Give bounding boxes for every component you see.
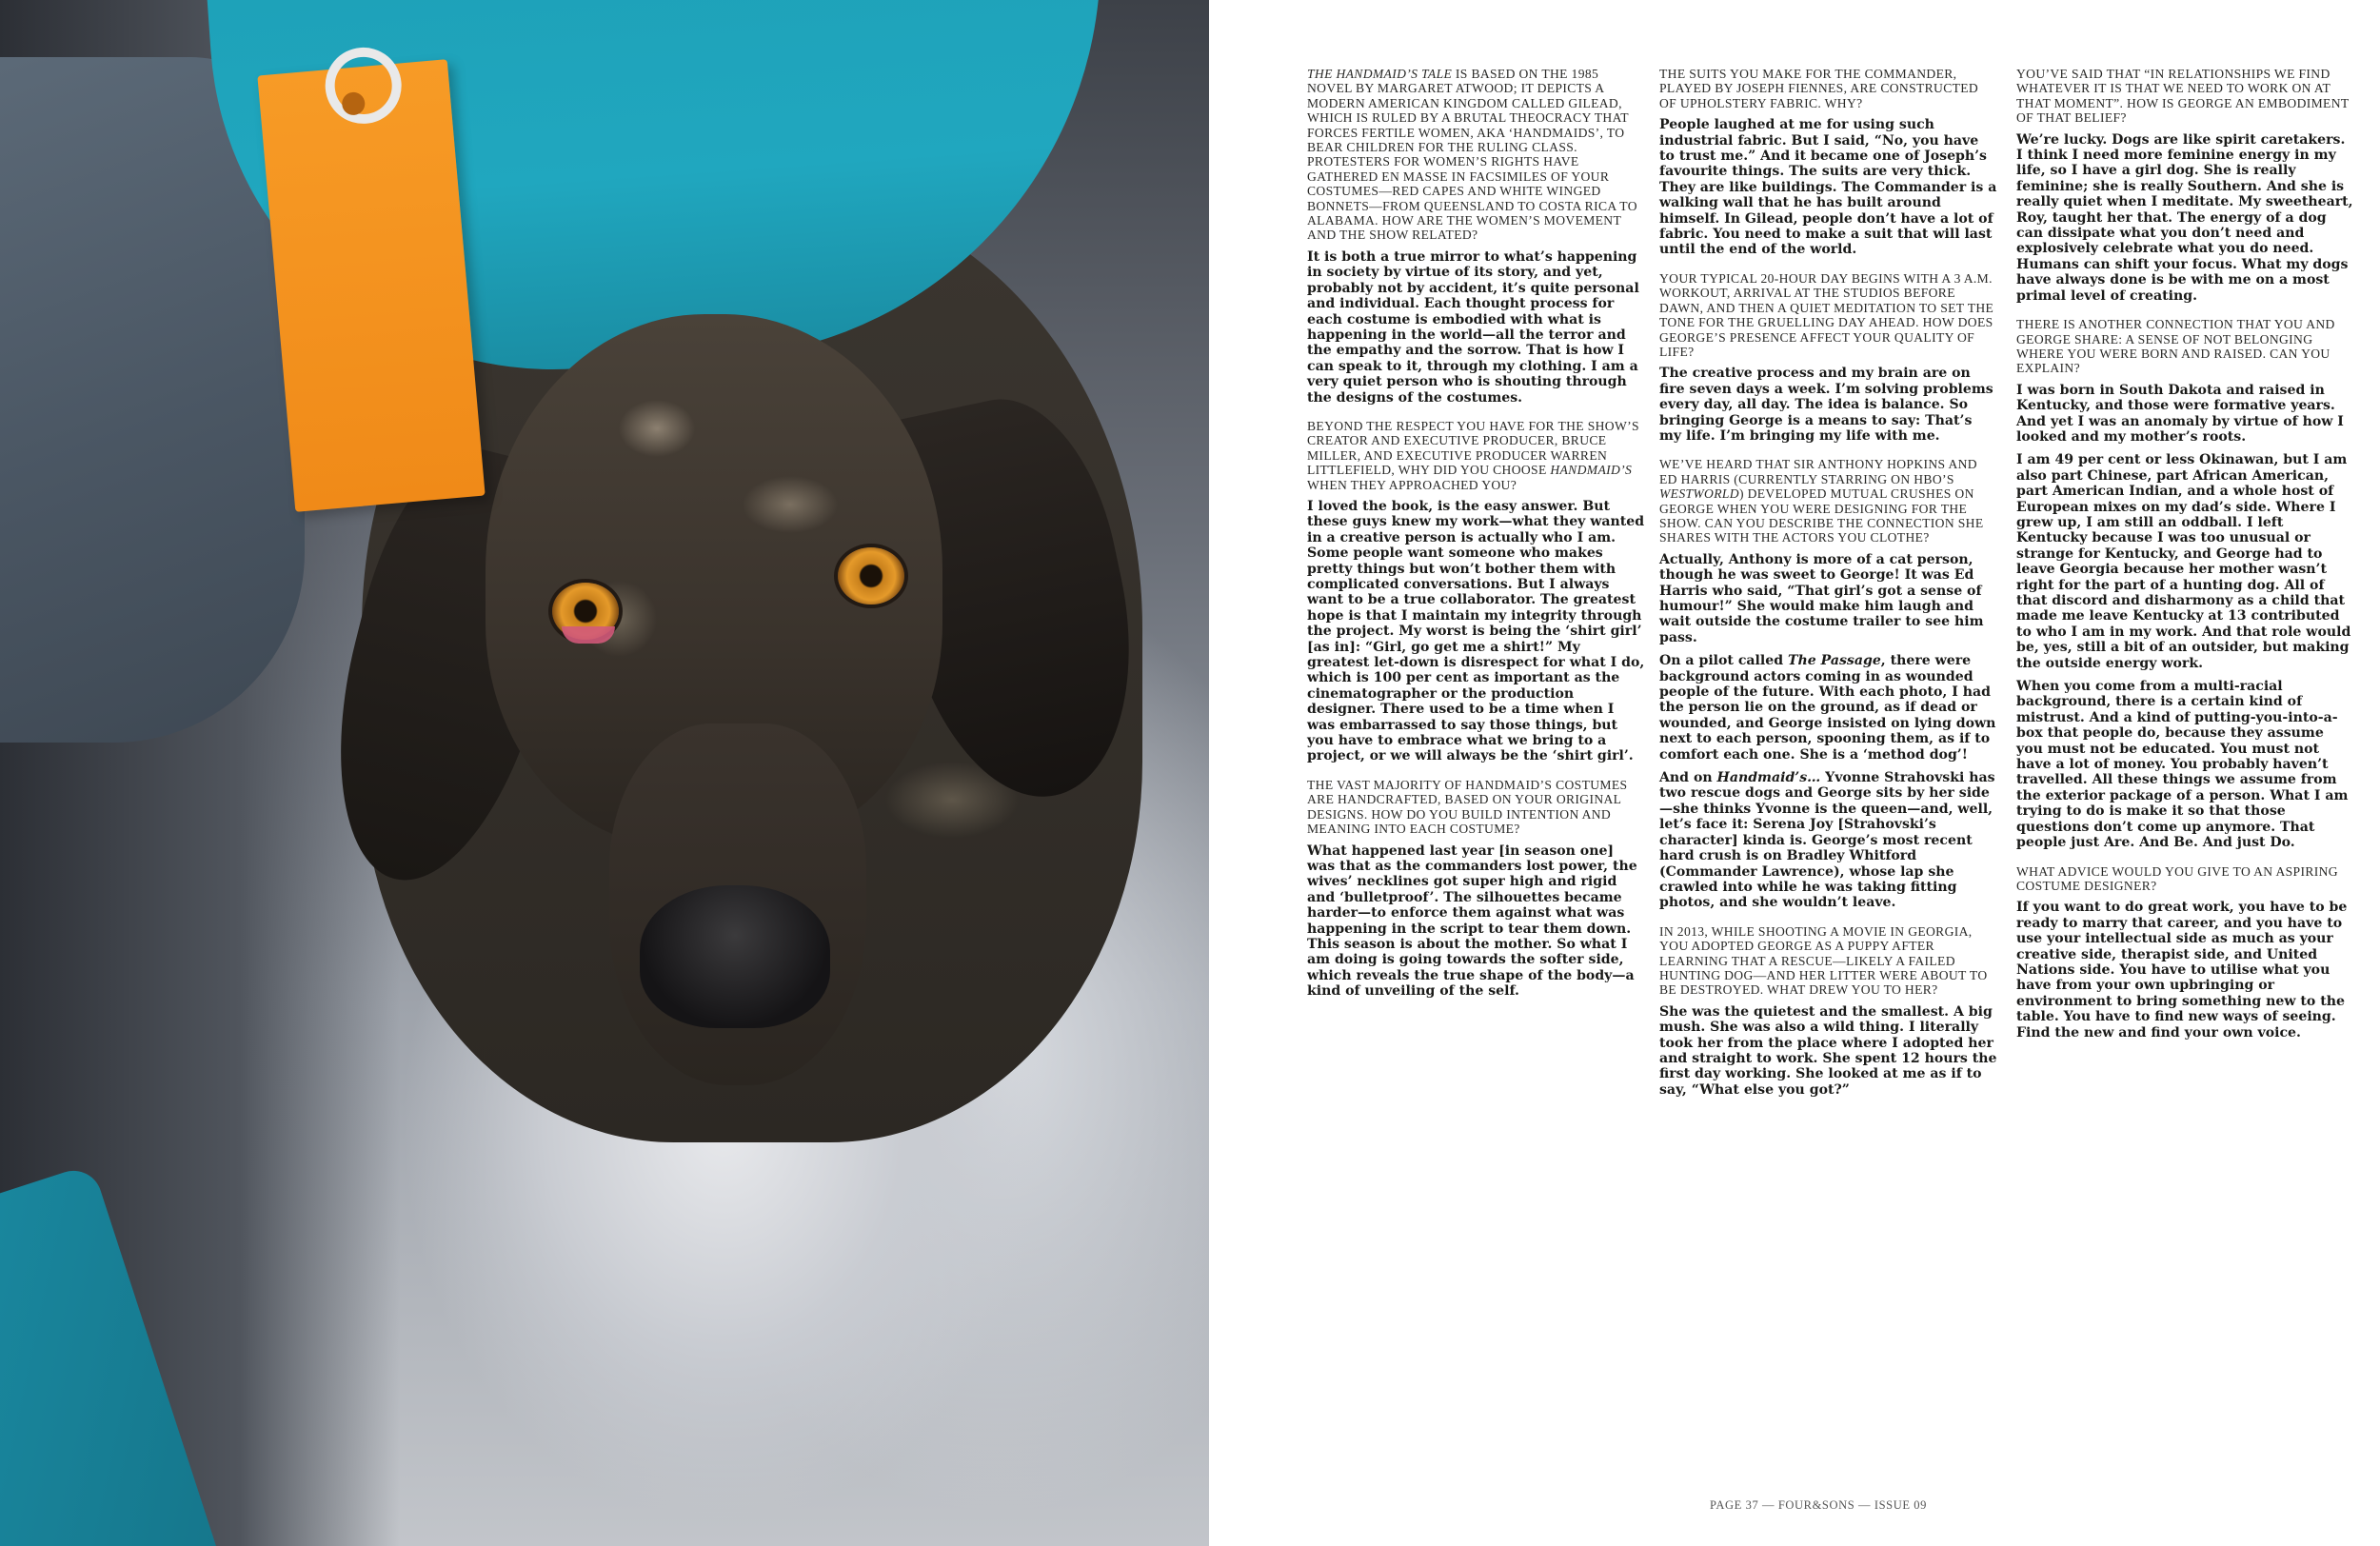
question [1307, 419, 1645, 492]
question: THE SUITS YOU MAKE FOR THE COMMANDER, PLAYED BY JOSEPH FIENNES, ARE CONSTRUCTED OF UPHOLSTERY FABRIC. WHY? [1659, 67, 1979, 110]
question-italic: HANDMAID’S [1550, 463, 1633, 478]
dog-right-eye [838, 547, 904, 605]
page-folio: PAGE 37 — FOUR&SONS — ISSUE 09 [1710, 1498, 1927, 1512]
article-column-3 [2016, 67, 2354, 1054]
question: YOUR TYPICAL 20-HOUR DAY BEGINS WITH A 3 A.M. WORKOUT, ARRIVAL AT THE STUDIOS BEFORE DAWN, AND THEN A QUIET MEDITATION TO SET THE TONE FOR THE GRUELLING DAY AHEAD. HOW DOES GEORGE’S PRESENCE AFFECT YOUR QUALITY OF LIFE? [1659, 270, 1994, 359]
answer-paragraph: She was the quietest and the smallest. A big mush. She was also a wild thing. I literally took her from the place where I adopted her and straight to work. She spent 12 hours the first day working. She looked at me as if to say, “What else you got?” [1659, 1003, 1997, 1098]
answer [1307, 499, 1645, 764]
question-italic: WESTWORLD [1659, 486, 1739, 502]
answer-paragraph: The creative process and my brain are on fire seven days a week. I’m solving problems every day, all day. The idea is balance. So bringing George is a means to say: That’s my life. I’m bringing my life with me. [1659, 366, 1993, 444]
answer [1659, 117, 1997, 258]
answer-italic: The Passage [1788, 653, 1881, 669]
question-text: ) DEVELOPED MUTUAL CRUSHES ON GEORGE WHEN YOU WERE DESIGNING FOR THE SHOW. CAN YOU DESCRIBE THE CONNECTION SHE SHARES WITH THE ACTORS YOU CLOTHE? [1659, 486, 1984, 545]
answer-paragraph: I was born in South Dakota and raised in Kentucky, and those were formative years. And yet I was an anomaly by virtue of how I looked and my mother’s roots. [2016, 382, 2344, 445]
answer-text: Yvonne Strahovski has two rescue dogs and George sits by her side—she thinks Yvonne is the queen—and, well, let’s face it: Serena Joy [Strahovski’s character] kinda is. George’s most recent hard crush is on Bradley Whitford (Commander Lawrence), whose lap she crawled into while he was taking fitting photos, and she wouldn’t leave. [1659, 770, 1995, 911]
answer [2016, 132, 2354, 304]
answer [1659, 1004, 1997, 1098]
answer-text: On a pilot called [1659, 653, 1788, 669]
question-text: WE’VE HEARD THAT SIR ANTHONY HOPKINS AND ED HARRIS (CURRENTLY STARRING ON HBO’S [1659, 457, 1977, 486]
answer [1659, 552, 1997, 911]
answer-paragraph: When you come from a multi-racial background, there is a certain kind of mistrust. And a kind of putting-you-into-a-box that people do, because they assume you must not be educated. You must not have a lot of money. You probably haven’t travelled. All these things we assume from the exterior package of a person. What I am trying to do is make it so that those questions don’t come up anymore. That people just Are. And Be. And just Do. [2016, 679, 2349, 851]
question-text: BEYOND THE RESPECT YOU HAVE FOR THE SHOW’S CREATOR AND EXECUTIVE PRODUCER, BRUCE MILLER, AND EXECUTIVE PRODUCER WARREN LITTLEFIELD, WHY DID YOU CHOOSE [1307, 418, 1639, 478]
answer-paragraph: I am 49 per cent or less Okinawan, but I am also part Chinese, part African American, part American Indian, and a whole host of European mixes on my dad’s side. Where I grew up, I am still an oddball. I left Kentucky because I was too unusual or strange for Kentucky, and George had to leave Georgia because her mother wasn’t right for the part of a hunting dog. All of that discord and disharmony as a child that made me leave Kentucky at 13 contributed to who I am in my work. And that role would be, yes, still a bit of an outsider, but making the outside energy work. [2016, 452, 2351, 671]
dog-left-eye [552, 583, 619, 640]
question-text: WHEN THEY APPROACHED YOU? [1307, 477, 1517, 492]
answer [1307, 843, 1645, 1000]
answer-paragraph: It is both a true mirror to what’s happening in society by virtue of its story, and yet, probably not by accident, it’s quite personal and individual. Each thought process for each costume is embodied with what is happening in the world—all the terror and the empathy and the sorrow. That is how I can speak to it, through my clothing. I am a very quiet person who is shouting through the designs of the costumes. [1307, 248, 1639, 406]
question: WHAT ADVICE WOULD YOU GIVE TO AN ASPIRING COSTUME DESIGNER? [2016, 863, 2338, 893]
question [1659, 457, 1997, 545]
answer-paragraph [1659, 653, 1997, 763]
answer [2016, 900, 2354, 1041]
article-column-2 [1659, 67, 1997, 1111]
dog-nose [640, 885, 830, 1028]
tag-hole [341, 91, 366, 116]
answer [1659, 366, 1997, 444]
question: YOU’VE SAID THAT “IN RELATIONSHIPS WE FIND WHATEVER IT IS THAT WE NEED TO WORK ON AT THAT MOMENT”. HOW IS GEORGE AN EMBODIMENT OF THAT BELIEF? [2016, 67, 2350, 126]
answer-paragraph: People laughed at me for using such industrial fabric. But I said, “No, you have to trust me.” And it became one of Joseph’s favourite things. The suits are very thick. They are like buildings. The Commander is a walking wall that he has built around himself. In Gilead, people don’t have a lot of fabric. You need to make a suit that will last until the end of the world. [1659, 117, 1997, 258]
answer-paragraph: Actually, Anthony is more of a cat person, though he was sweet to George! It was Ed Harris who said, “That girl’s got a sense of humour!” She would make him laugh and wait outside the costume trailer to see him pass. [1659, 551, 1984, 645]
question-italic: THE HANDMAID’S TALE [1307, 67, 1453, 81]
article-page [1209, 0, 2380, 1546]
answer [1307, 249, 1645, 406]
orange-tag [257, 59, 485, 512]
answer-paragraph: We’re lucky. Dogs are like spirit caretakers. I think I need more feminine energy in my life, so I have a girl dog. She is really feminine; she is really Southern. And she is really quiet when I meditate. My sweetheart, Roy, taught her that. The energy of a dog can dissipate what you don’t need and explosively celebrate what you do need. Humans can shift your focus. What my dogs have always done is be with me on a most primal level of creating. [2016, 131, 2353, 304]
question: THE VAST MAJORITY OF HANDMAID’S COSTUMES ARE HANDCRAFTED, BASED ON YOUR ORIGINAL DESIGNS. HOW DO YOU BUILD INTENTION AND MEANING INTO EACH COSTUME? [1307, 777, 1628, 837]
question: THERE IS ANOTHER CONNECTION THAT YOU AND GEORGE SHARE: A SENSE OF NOT BELONGING WHERE YOU WERE BORN AND RAISED. CAN YOU EXPLAIN? [2016, 317, 2335, 376]
answer-text: And on [1659, 770, 1717, 786]
answer-paragraph: What happened last year [in season one] was that as the commanders lost power, the wives’ necklines got super high and rigid and ‘bulletproof’. The silhouettes became harder—to enforce them against what was happening in the script to tear them down. This season is about the mother. So what I am doing is going towards the softer side, which reveals the true shape of the body—a kind of unveiling of the self. [1307, 842, 1637, 1000]
answer-text: , there were background actors coming in as wounded people of the future. With each photo, I had the person lie on the ground, as if dead or wounded, and George insisted on lying down next to each person, spooning them, as if to comfort each one. She is a ‘method dog’! [1659, 653, 1996, 763]
question-text: IS BASED ON THE 1985 NOVEL BY MARGARET ATWOOD; IT DEPICTS A MODERN AMERICAN KINGDOM CALLED GILEAD, WHICH IS RULED BY A BRUTAL THEOCRACY THAT FORCES FERTILE WOMEN, AKA ‘HANDMAIDS’, TO BEAR CHILDREN FOR THE RULING CLASS. PROTESTERS FOR WOMEN’S RIGHTS HAVE GATHERED EN MASSE IN FACSIMILES OF YOUR COSTUMES—RED CAPES AND WHITE WINGED BONNETS—FROM QUEENSLAND TO COSTA RICA TO ALABAMA. HOW ARE THE WOMEN’S MOVEMENT AND THE SHOW RELATED? [1307, 67, 1637, 243]
question: IN 2013, WHILE SHOOTING A MOVIE IN GEORGIA, YOU ADOPTED GEORGE AS A PUPPY AFTER LEARNING THAT A RESCUE—LIKELY A FAILED HUNTING DOG—AND HER LITTER WERE ABOUT TO BE DESTROYED. WHAT DREW YOU TO HER? [1659, 923, 1988, 998]
question [1307, 67, 1645, 243]
answer-paragraph [1659, 770, 1997, 911]
answer-paragraph: I loved the book, is the easy answer. But these guys knew my work—what they wanted in a creative person is actually who I am. Some people want someone who makes pretty things but won’t bother them with complicated conversations. But I always want to be a true collaborator. The greatest hope is that I maintain my integrity through the project. My worst is being the ‘shirt girl’ [as in]: “Girl, go get me a shirt!” My greatest let-down is disrespect for what I do, which is 100 per cent as important as the cinematographer or the production designer. There used to be a time when I was embarrassed to say those things, but you have to embrace what we bring to a project, or we will always be the ‘shirt girl’. [1307, 498, 1645, 764]
answer-paragraph: If you want to do great work, you have to be ready to marry that career, and you have to use your intellectual side as much as your creative side, therapist side, and United Nations side. You have to utilise what you have from your own upbringing or environment to bring something new to the table. You have to find new ways of seeing. Find the new and find your own voice. [2016, 900, 2348, 1041]
answer [2016, 383, 2354, 851]
article-column-1 [1307, 67, 1645, 1013]
answer-italic: Handmaid’s… [1716, 770, 1821, 786]
